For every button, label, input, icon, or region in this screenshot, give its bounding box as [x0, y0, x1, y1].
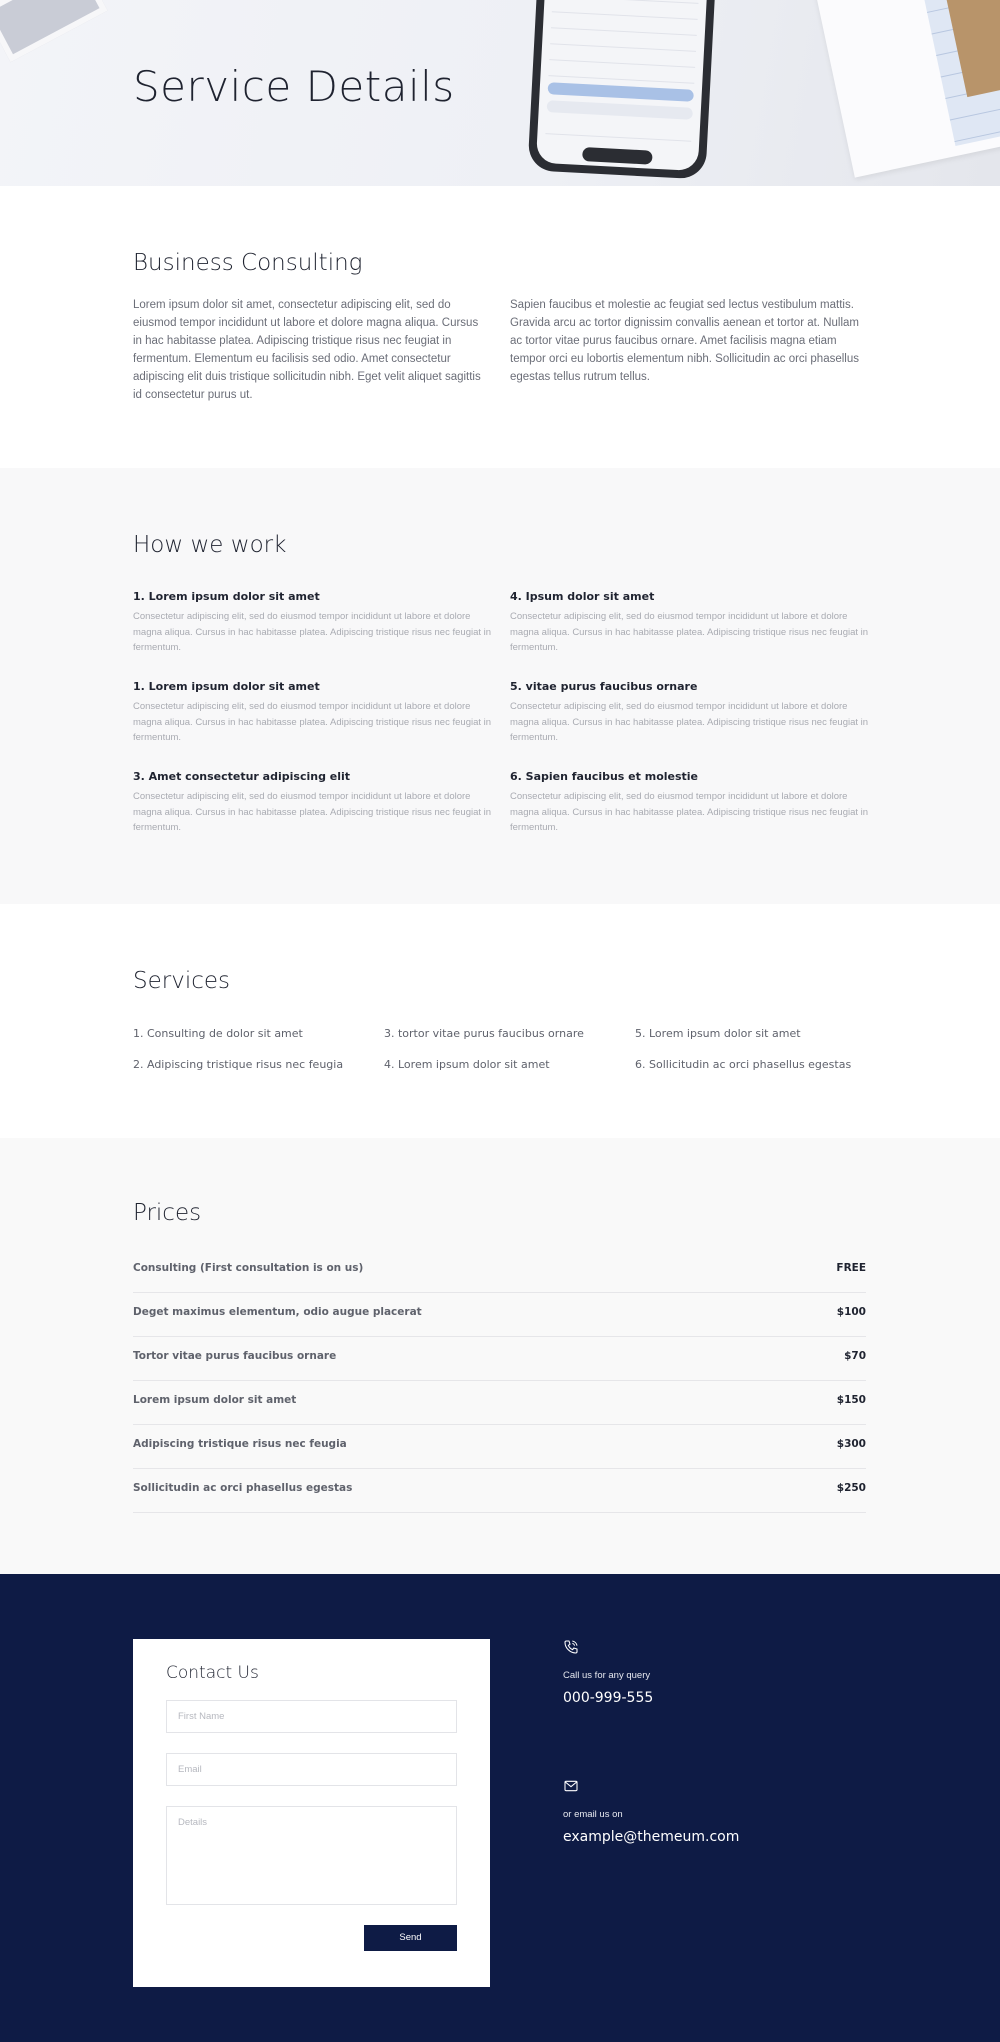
- step-heading: 6. Sapien faucibus et molestie: [510, 770, 699, 783]
- price-row: [133, 1425, 866, 1469]
- price-row: [133, 1469, 866, 1513]
- step-text: Consectetur adipiscing elit, sed do eiusmod tempor incididunt ut labore et dolore magna aliqua. Cursus in hac habitasse platea. Adipiscing tristique risus nec feugiat in fermentum.: [133, 701, 492, 743]
- hero-phone-image: [527, 0, 716, 180]
- service-item: 2. Adipiscing tristique risus nec feugia: [133, 1058, 344, 1071]
- business-consulting-text-right: Sapien faucibus et molestie ac feugiat sed lectus vestibulum mattis. Gravida arcu ac tortor dignissim convallis aenean et tortor at. Nullam ac tortor vitae purus faucibus ornare. Amet facilisis magna etiam tempor orci eu lobortis elementum nibh. Sollicitudin ac orci phasellus egestas tellus rutrum tellus.: [510, 299, 860, 383]
- hero-photo-card: [0, 0, 108, 62]
- price-item-value: $300: [836, 1438, 866, 1450]
- business-consulting-section: [0, 186, 1000, 468]
- hero-banner: [0, 0, 1000, 186]
- step-text: Consectetur adipiscing elit, sed do eiusmod tempor incididunt ut labore et dolore magna aliqua. Cursus in hac habitasse platea. Adipiscing tristique risus nec feugiat in fermentum.: [510, 701, 869, 743]
- business-consulting-text-left: Lorem ipsum dolor sit amet, consectetur adipiscing elit, sed do eiusmod tempor incididunt ut labore et dolore magna aliqua. Cursus in hac habitasse platea. Adipiscing tristique risus nec feugiat in fermentum. Elementum eu facilisis sed odio. Amet consectetur adipiscing elit duis tristique sollicitudin nibh. Eget velit aliquet sagittis id consectetur purus ut.: [133, 299, 481, 401]
- email-address[interactable]: example@themeum.com: [563, 1829, 740, 1845]
- how-we-work-step: [510, 680, 870, 746]
- how-we-work-step: [133, 770, 493, 836]
- price-item-name: Tortor vitae purus faucibus ornare: [133, 1350, 337, 1362]
- price-item-name: Lorem ipsum dolor sit amet: [133, 1394, 297, 1406]
- step-heading: 1. Lorem ipsum dolor sit amet: [133, 590, 320, 603]
- email-input[interactable]: Email: [166, 1753, 457, 1786]
- price-row: [133, 1293, 866, 1337]
- service-item: 4. Lorem ipsum dolor sit amet: [384, 1058, 550, 1071]
- step-heading: 4. Ipsum dolor sit amet: [510, 590, 655, 603]
- email-label: or email us on: [563, 1809, 623, 1820]
- price-item-value: $70: [844, 1350, 866, 1362]
- how-we-work-step: [510, 590, 870, 656]
- business-consulting-title: Business Consulting: [133, 250, 363, 276]
- phone-icon: [563, 1639, 579, 1655]
- step-text: Consectetur adipiscing elit, sed do eiusmod tempor incididunt ut labore et dolore magna aliqua. Cursus in hac habitasse platea. Adipiscing tristique risus nec feugiat in fermentum.: [133, 611, 492, 653]
- phone-label: Call us for any query: [563, 1670, 651, 1681]
- service-item: 6. Sollicitudin ac orci phasellus egestas: [635, 1058, 852, 1071]
- step-text: Consectetur adipiscing elit, sed do eiusmod tempor incididunt ut labore et dolore magna aliqua. Cursus in hac habitasse platea. Adipiscing tristique risus nec feugiat in fermentum.: [133, 791, 492, 833]
- price-item-name: Sollicitudin ac orci phasellus egestas: [133, 1482, 353, 1494]
- page-title: Service Details: [133, 62, 455, 111]
- contact-footer: [0, 1574, 1000, 2042]
- envelope-icon: [563, 1778, 579, 1794]
- price-item-value: $150: [836, 1394, 866, 1406]
- step-heading: 3. Amet consectetur adipiscing elit: [133, 770, 351, 783]
- step-heading: 1. Lorem ipsum dolor sit amet: [133, 680, 320, 693]
- step-heading: 5. vitae purus faucibus ornare: [510, 680, 698, 693]
- how-we-work-step: [133, 680, 493, 746]
- contact-form: [133, 1639, 490, 1987]
- price-item-value: FREE: [836, 1262, 866, 1274]
- details-textarea[interactable]: Details: [166, 1806, 457, 1905]
- services-title: Services: [133, 968, 230, 994]
- price-item-name: Consulting (First consultation is on us): [133, 1262, 364, 1274]
- price-row: [133, 1381, 866, 1425]
- first-name-input[interactable]: First Name: [166, 1700, 457, 1733]
- contact-form-title: Contact Us: [166, 1663, 259, 1683]
- step-text: Consectetur adipiscing elit, sed do eiusmod tempor incididunt ut labore et dolore magna aliqua. Cursus in hac habitasse platea. Adipiscing tristique risus nec feugiat in fermentum.: [510, 611, 869, 653]
- how-we-work-step: [510, 770, 870, 836]
- price-item-name: Deget maximus elementum, odio augue placerat: [133, 1306, 422, 1318]
- service-item: 5. Lorem ipsum dolor sit amet: [635, 1027, 801, 1040]
- price-item-name: Adipiscing tristique risus nec feugia: [133, 1438, 347, 1450]
- how-we-work-section: [0, 468, 1000, 904]
- send-button[interactable]: Send: [364, 1925, 457, 1951]
- price-row: [133, 1249, 866, 1293]
- prices-title: Prices: [133, 1200, 202, 1226]
- prices-section: [0, 1138, 1000, 1574]
- services-section: [0, 904, 1000, 1138]
- how-we-work-title: How we work: [133, 532, 287, 558]
- price-item-value: $250: [836, 1482, 866, 1494]
- service-item: 1. Consulting de dolor sit amet: [133, 1027, 303, 1040]
- price-item-value: $100: [836, 1306, 866, 1318]
- service-item: 3. tortor vitae purus faucibus ornare: [384, 1027, 584, 1040]
- price-row: [133, 1337, 866, 1381]
- phone-number[interactable]: 000-999-555: [563, 1690, 654, 1706]
- how-we-work-step: [133, 590, 493, 656]
- step-text: Consectetur adipiscing elit, sed do eiusmod tempor incididunt ut labore et dolore magna aliqua. Cursus in hac habitasse platea. Adipiscing tristique risus nec feugiat in fermentum.: [510, 791, 869, 833]
